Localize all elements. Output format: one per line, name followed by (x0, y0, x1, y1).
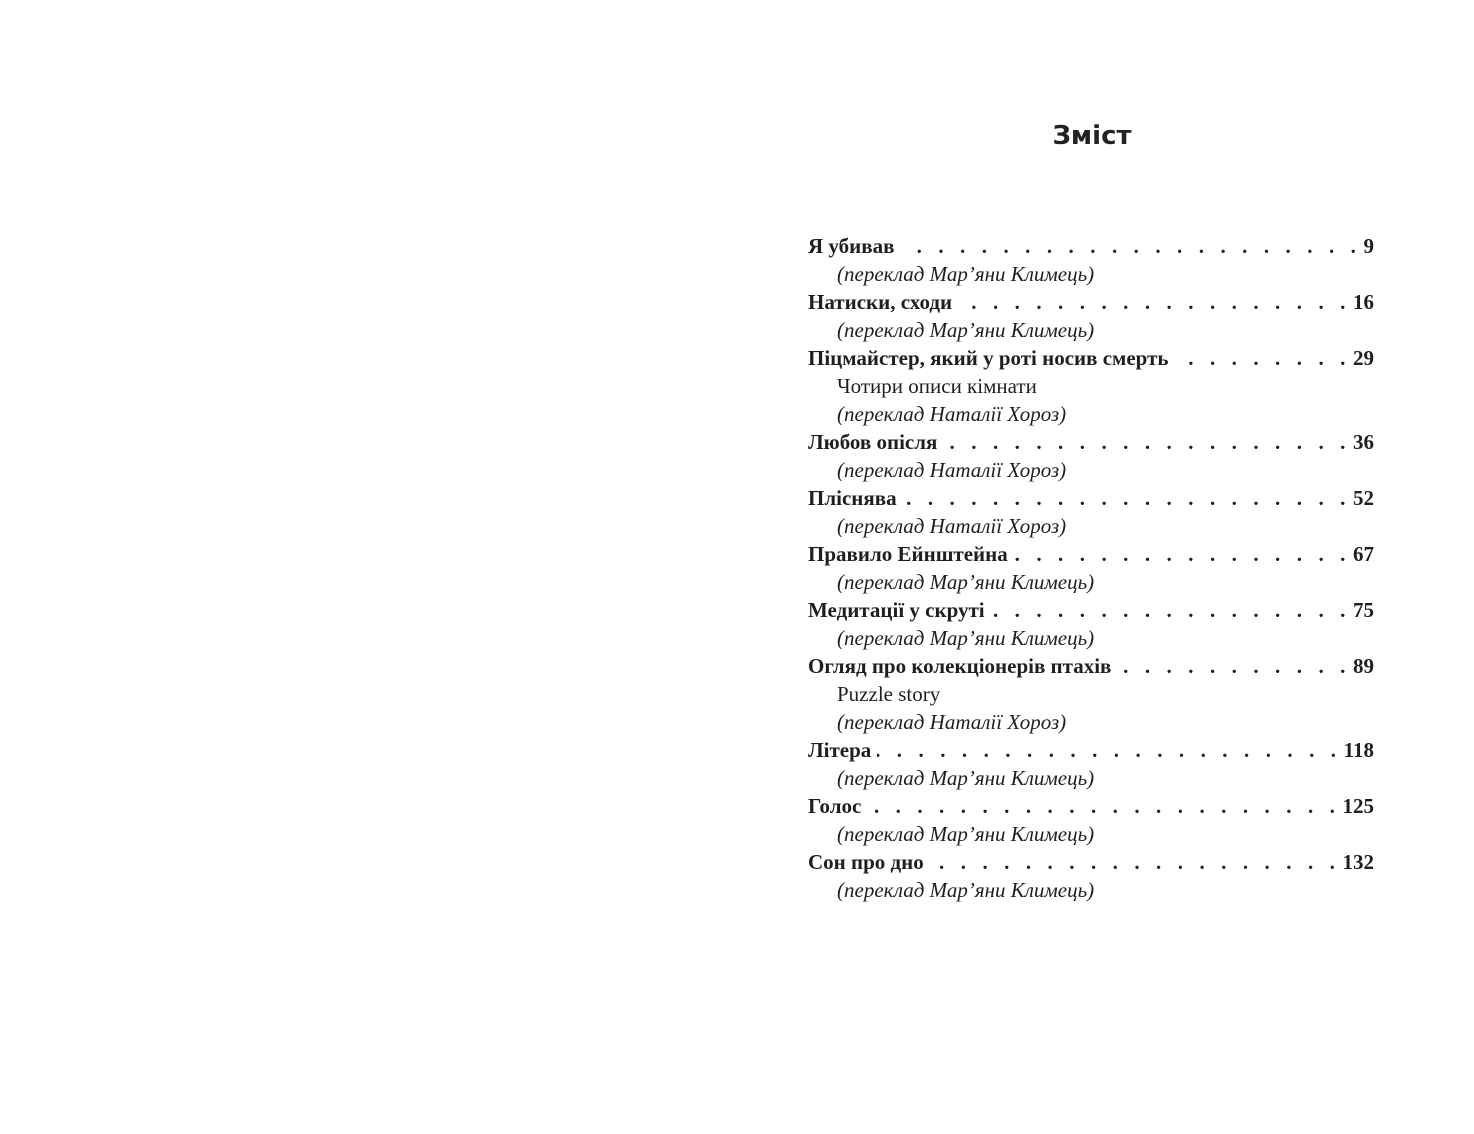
dot-leader (903, 484, 1351, 512)
toc-entry-title: Літера (808, 738, 872, 762)
dot-leader (1175, 344, 1351, 372)
toc-entry (808, 736, 1374, 764)
toc-entry-translator: (переклад Мар’яни Климець) (837, 626, 1095, 650)
toc-entry-page: 125 (1342, 794, 1374, 818)
dot-leader (991, 596, 1351, 624)
toc-entry-page: 75 (1353, 598, 1374, 622)
toc-entry-translator: (переклад Мар’яни Климець) (837, 570, 1095, 594)
toc-entry-translator: (переклад Мар’яни Климець) (837, 766, 1095, 790)
toc-entry-page: 89 (1353, 654, 1374, 678)
toc-entry-title: Сон про дно (808, 850, 924, 874)
toc-entry (808, 540, 1374, 568)
dot-leader (1014, 540, 1351, 568)
toc-entry (808, 652, 1374, 680)
toc-entry-translator: (переклад Мар’яни Климець) (837, 822, 1095, 846)
dot-leader (930, 848, 1341, 876)
toc-entry-page: 9 (1363, 234, 1374, 258)
toc-heading: Зміст (1052, 121, 1132, 151)
toc-entry-title: Я убивав (808, 234, 895, 258)
toc-entry (808, 484, 1374, 512)
dot-leader (943, 428, 1351, 456)
toc-entry-translator: (переклад Мар’яни Климець) (837, 318, 1095, 342)
dot-leader (958, 288, 1351, 316)
toc-entry (808, 792, 1374, 820)
toc-entry-title: Огляд про колекціонерів птахів (808, 654, 1112, 678)
dot-leader (1117, 652, 1351, 680)
toc-entry-title: Любов опісля (808, 430, 938, 454)
toc-entry-page: 36 (1353, 430, 1374, 454)
dot-leader (877, 736, 1341, 764)
toc-entry-page: 16 (1353, 290, 1374, 314)
toc-entry-page: 29 (1353, 346, 1374, 370)
toc-entry-translator: (переклад Наталії Хороз) (837, 458, 1067, 482)
toc-entry (808, 596, 1374, 624)
toc-entry-translator: (переклад Мар’яни Климець) (837, 878, 1095, 902)
toc-entry-translator: (переклад Наталії Хороз) (837, 402, 1067, 426)
toc-entry (808, 848, 1374, 876)
toc-entry-page: 132 (1342, 850, 1374, 874)
toc-entry-translator: (переклад Наталії Хороз) (837, 710, 1067, 734)
toc-entry-page: 118 (1343, 738, 1374, 762)
toc-entry (808, 232, 1374, 260)
toc-entry-page: 67 (1353, 542, 1374, 566)
toc-entry-title: Пліснява (808, 486, 897, 510)
toc-entry-subtitle: Puzzle story (837, 682, 941, 706)
toc-entry (808, 428, 1374, 456)
dot-leader (867, 792, 1340, 820)
toc-entry-translator: (переклад Наталії Хороз) (837, 514, 1067, 538)
toc-entry-title: Правило Ейнштейна (808, 542, 1008, 566)
toc-entry-title: Голос (808, 794, 862, 818)
toc-entry (808, 288, 1374, 316)
toc-entry-title: Натиски, сходи (808, 290, 953, 314)
toc-entry-title: Медитації у скруті (808, 598, 985, 622)
toc-entry (808, 344, 1374, 372)
dot-leader (900, 232, 1361, 260)
toc-entry-subtitle: Чотири описи кімнати (837, 374, 1037, 398)
toc-entry-title: Піцмайстер, який у роті носив смерть (808, 346, 1169, 370)
table-of-contents (808, 232, 1374, 904)
toc-entry-translator: (переклад Мар’яни Климець) (837, 262, 1095, 286)
toc-entry-page: 52 (1353, 486, 1374, 510)
